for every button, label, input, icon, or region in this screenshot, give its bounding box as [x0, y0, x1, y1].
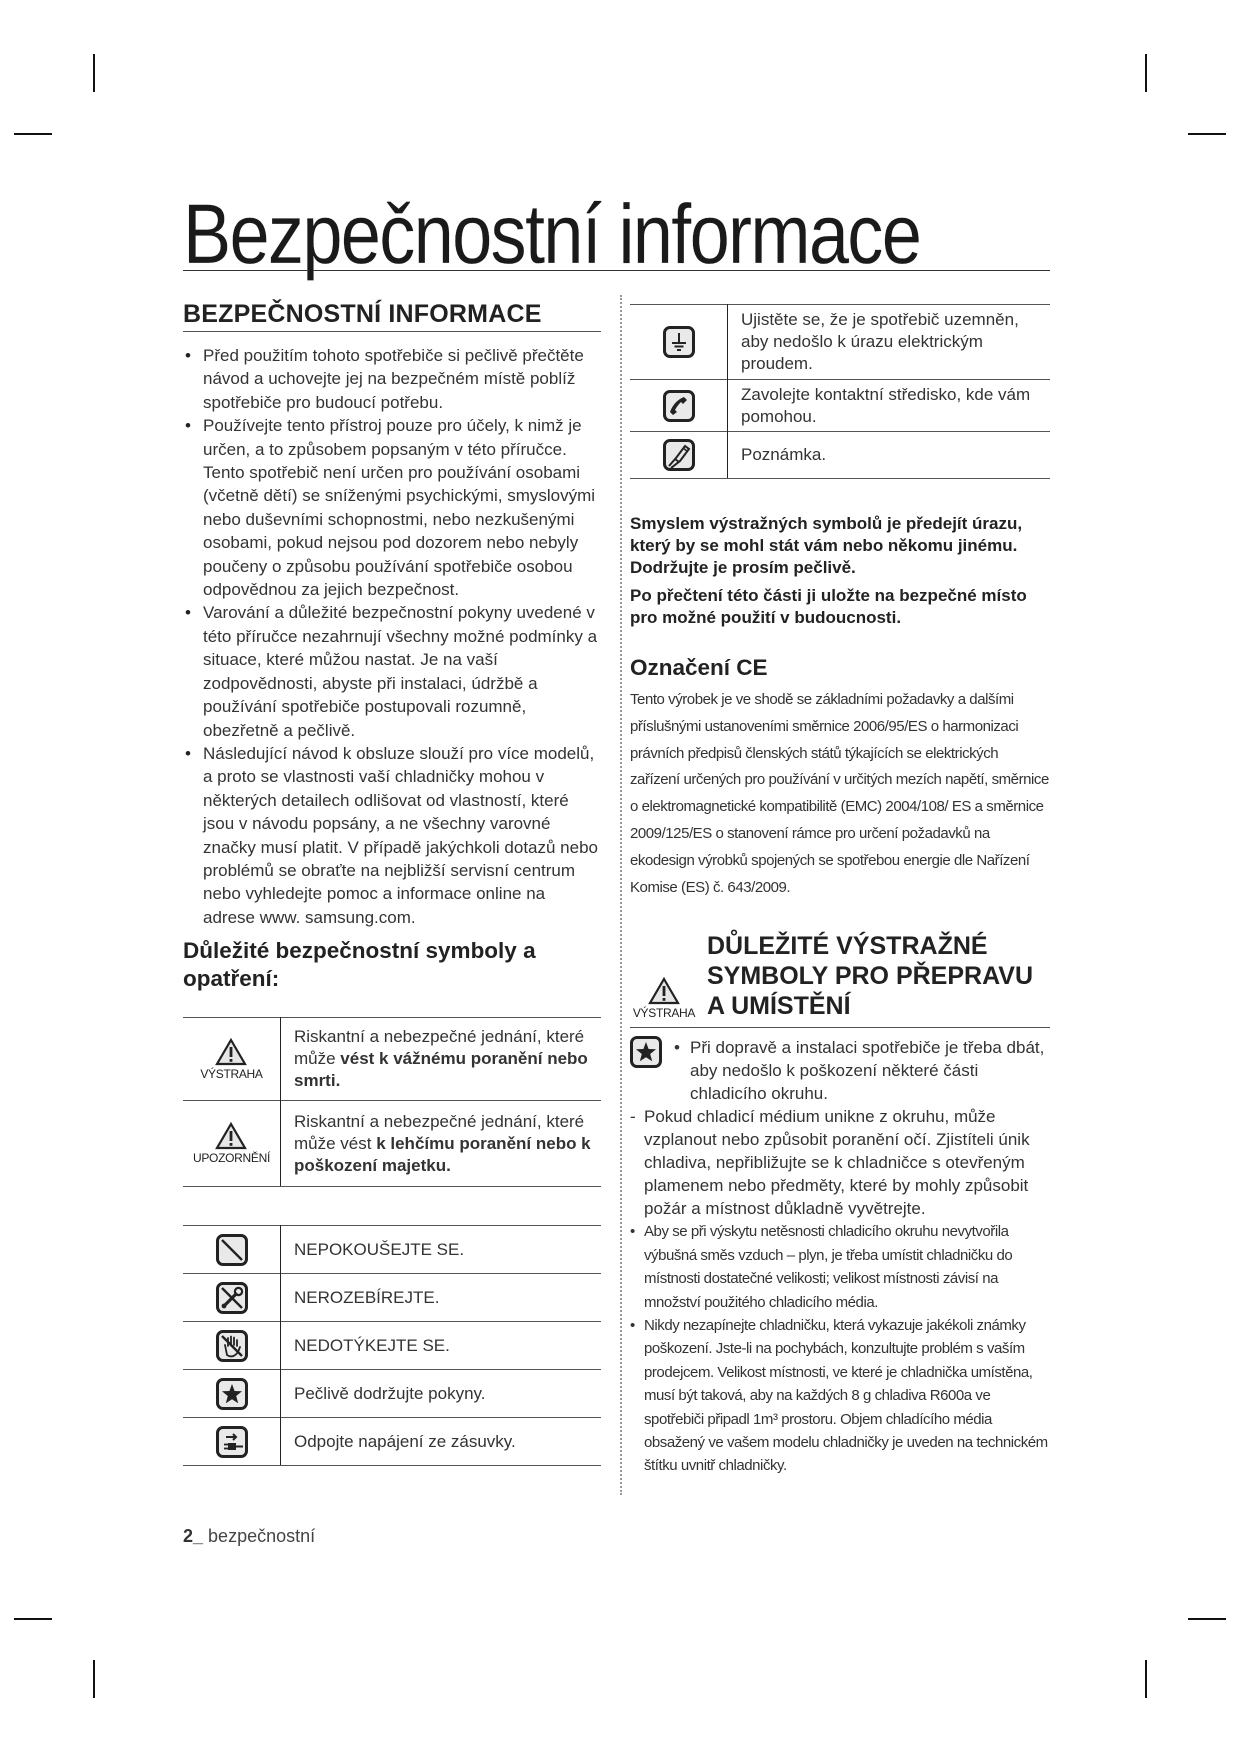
transport-first-item	[630, 1036, 1050, 1105]
ground-icon	[663, 326, 695, 358]
safety-bullets	[183, 344, 601, 929]
ce-heading: Označení CE	[630, 655, 768, 680]
crop-mark	[1145, 1660, 1147, 1698]
symbols-heading: Důležité bezpečnostní symboly a opatření:	[183, 938, 536, 992]
list-item: • Následující návod k obsluze slouží pro více modelů, a proto se vlastnosti vaší chladničky mohou v některých detailech odlišovat od vlastností, které jsou v návodu popsány, a ne všechny varovné značky musí platit. V případě jakýchkoli dotazů nebo problémů se obraťte na nejbližší servisní centrum nebo vyhledejte pomoc a informace online na adrese www. samsung.com.	[183, 742, 601, 929]
row-text: NEDOTÝKEJTE SE.	[281, 1322, 602, 1370]
star-icon	[216, 1378, 248, 1410]
transport-header	[630, 931, 1050, 1028]
crop-mark	[1188, 133, 1226, 135]
page-footer	[183, 1526, 315, 1547]
table-row	[183, 1370, 601, 1418]
row-text: Riskantní a nebezpečné jednání, které může	[294, 1027, 585, 1069]
page-number: 2_	[183, 1526, 204, 1546]
crop-mark	[93, 1660, 95, 1698]
table-row	[183, 1101, 601, 1187]
note-icon	[663, 439, 695, 471]
table-row	[183, 1322, 601, 1370]
list-item: • Používejte tento přístroj pouze pro účely, k nimž je určen, a to způsobem popsaným v této příručce. Tento spotřebič není určen pro používání osobami (včetně dětí) se sníženými psychickými, smyslovými nebo duševními schopnostmi, nebo nezkušenými osobami, pokud nejsou pod dozorem nebo nebyly poučeny o způsobu používání spotřebiče osobou odpovědnou za jejich bezpečnost.	[183, 414, 601, 601]
table-row	[630, 305, 1050, 380]
table-row	[183, 1018, 601, 1101]
caution-label: UPOZORNĚNÍ	[192, 1151, 270, 1166]
list-item: • Aby se při výskytu netěsnosti chladicího okruhu nevytvořila výbušná směs vzduch – plyn, je třeba umístit chladničku do místnosti dostatečné velikosti; velikost místnosti závisí na množství použitého chladicího média.	[630, 1220, 1050, 1314]
crop-mark	[1145, 54, 1147, 92]
warning-triangle-icon	[215, 1038, 247, 1066]
row-text: Pečlivě dodržujte pokyny.	[281, 1370, 602, 1418]
table-row	[630, 432, 1050, 479]
row-text: Zavolejte kontaktní středisko, kde vám pomohou.	[728, 380, 1051, 432]
warning-label: VÝSTRAHA	[200, 1066, 263, 1081]
prohibited-icon	[216, 1234, 248, 1266]
crop-mark	[93, 54, 95, 92]
warning-triangle-icon	[648, 977, 680, 1005]
symbols-table-right	[630, 304, 1050, 479]
footer-label: bezpečnostní	[208, 1526, 316, 1546]
crop-mark	[1188, 1618, 1226, 1620]
row-text-bold: k lehčímu poranění nebo k poškození majetku.	[294, 1133, 591, 1175]
list-item: • Nikdy nezapínejte chladničku, která vykazuje jakékoli známky poškození. Jste-li na pochybách, konzultujte problém s vaším prodejcem. Velikost místnosti, ve které je chladnička umístěna, musí být taková, aby na každých 8 g chladiva R600a ve spotřebiči připadl 1m³ prostoru. Objem chladícího média obsažený ve vašem modelu chladničky je uveden na technickém štítku uvnitř chladničky.	[630, 1314, 1050, 1478]
crop-mark	[14, 133, 52, 135]
transport-heading: DŮLEŽITÉ VÝSTRAŽNÉ SYMBOLY PRO PŘEPRAVU A UMÍSTĚNÍ	[707, 932, 1034, 1021]
purpose-text: Smyslem výstražných symbolů je předejít úrazu, který by se mohl stát vám nebo někomu jinému. Dodržujte je prosím pečlivě.	[630, 514, 1023, 577]
list-item: • Při dopravě a instalaci spotřebiče je třeba dbát, aby nedošlo k poškození některé části chladicího okruhu.	[672, 1036, 1050, 1105]
list-item: • Varování a důležité bezpečnostní pokyny uvedené v této příručce nezahrnují všechny možné podmínky a situace, které můžou nastat. Je na vaší zodpovědnosti, abyste při instalaci, údržbě a používání spotřebiče postupovali rozumně, obezřetně a pečlivě.	[183, 601, 601, 741]
do-not-disassemble-icon	[216, 1282, 248, 1314]
table-row	[183, 1274, 601, 1322]
row-text: NEROZEBÍREJTE.	[281, 1274, 602, 1322]
page-title: Bezpečnostní informace	[183, 192, 1050, 271]
caution-triangle-icon	[215, 1122, 247, 1150]
list-item: • Před použitím tohoto spotřebiče si pečlivě přečtěte návod a uchovejte jej na bezpečném místě poblíž spotřebiče pro budoucí potřebu.	[183, 344, 601, 414]
keep-text: Po přečtení této části ji uložte na bezpečné místo pro možné použití v budoucnosti.	[630, 586, 1027, 627]
row-text: Riskantní a nebezpečné jednání, které může vést	[294, 1111, 585, 1153]
section-heading: BEZPEČNOSTNÍ INFORMACE	[183, 300, 601, 332]
left-column	[183, 300, 601, 1466]
star-icon	[630, 1036, 662, 1068]
table-row	[630, 380, 1050, 432]
row-text: Odpojte napájení ze zásuvky.	[281, 1418, 602, 1466]
warning-table	[183, 1017, 601, 1187]
unplug-icon	[216, 1426, 248, 1458]
row-text: Ujistěte se, že je spotřebič uzemněn, aby nedošlo k úrazu elektrickým proudem.	[728, 305, 1051, 380]
row-text: Poznámka.	[728, 432, 1051, 479]
dash-item: - Pokud chladicí médium unikne z okruhu, může vzplanout nebo způsobit poranění očí. Zjistíteli únik chladiva, nepřibližujte se k chladničce s otevřeným plamenem nebo předměty, které by mohly způsobit požár a místnost důkladně vyvětrejte.	[630, 1105, 1050, 1220]
transport-bullets	[630, 1220, 1050, 1477]
crop-mark	[14, 1618, 52, 1620]
row-text-bold: vést k vážnému poranění nebo smrti.	[294, 1049, 588, 1091]
table-row	[183, 1226, 601, 1274]
ce-text: Tento výrobek je ve shodě se základními požadavky a dalšími příslušnými ustanoveními směrnice 2006/95/ES o harmonizaci právních předpisů členských států týkajících se elektrických zařízení určených pro používání v určitých mezích napětí, směrnice o elektromagnetické kompatibilitě (EMC) 2004/108/ ES a směrnice 2009/125/ES o stanovení rámce pro určení požadavků na ekodesign výrobků spojených se spotřebou energie dle Nařízení Komise (ES) č. 643/2009.	[630, 691, 1049, 896]
do-not-touch-icon	[216, 1330, 248, 1362]
table-row	[183, 1418, 601, 1466]
warning-label: VÝSTRAHA	[632, 1006, 696, 1021]
phone-icon	[663, 390, 695, 422]
row-text: NEPOKOUŠEJTE SE.	[281, 1226, 602, 1274]
right-column	[630, 304, 1050, 1478]
symbols-table	[183, 1225, 601, 1466]
column-divider	[620, 295, 622, 1495]
